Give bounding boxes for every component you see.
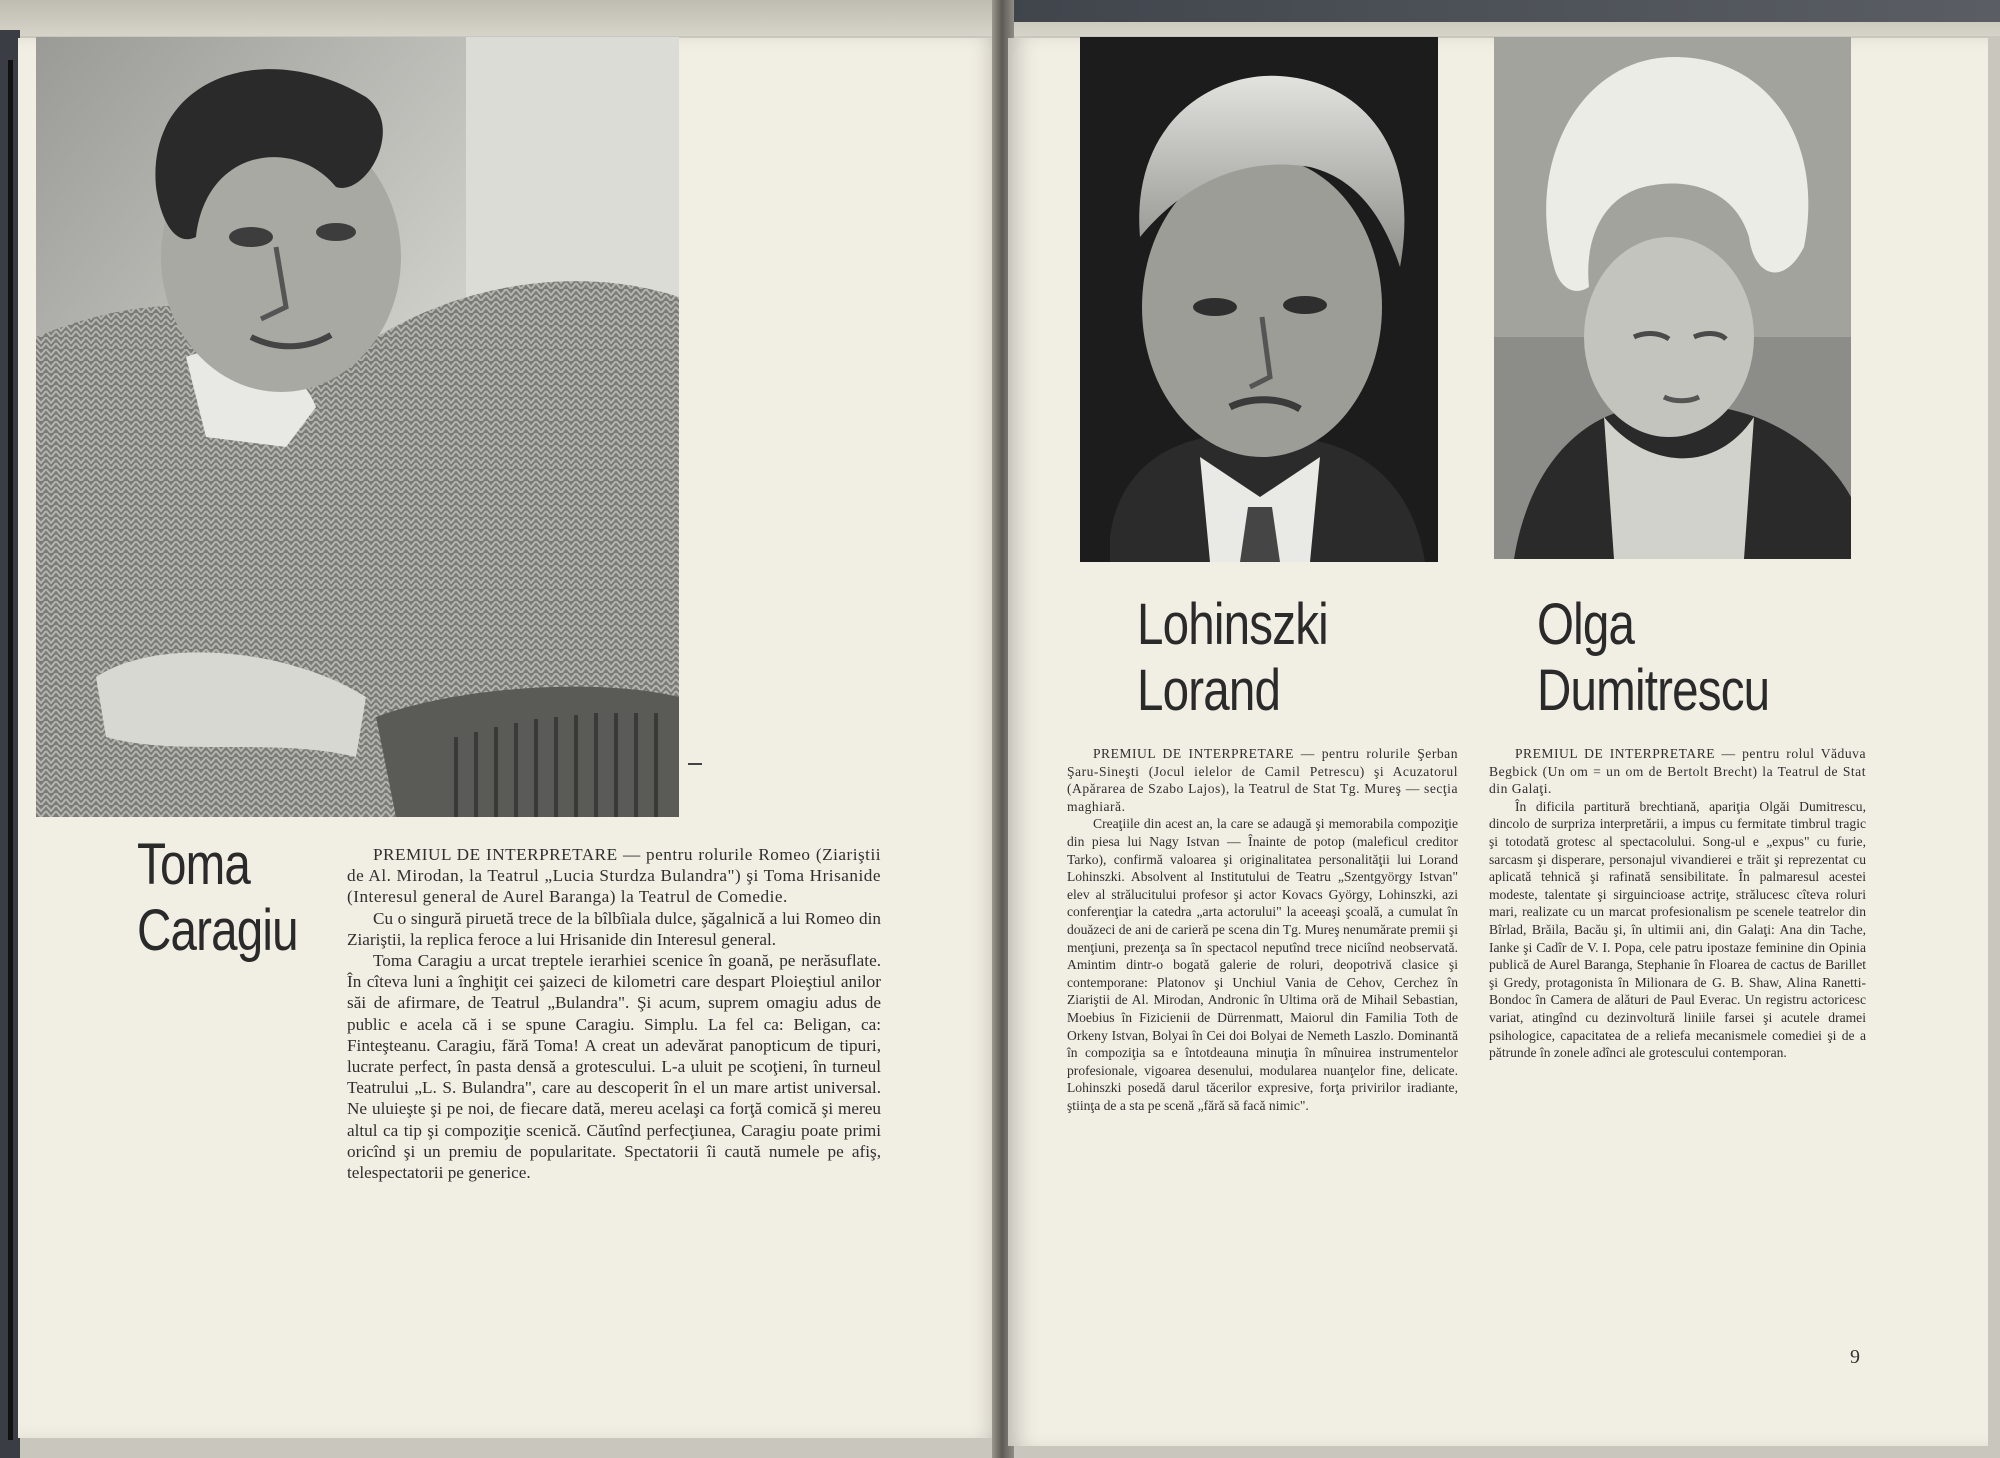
article-lohinszki-lorand bbox=[1067, 745, 1458, 1114]
name-lohinszki-lorand bbox=[1137, 592, 1328, 724]
name-line-last: Lorand bbox=[1137, 658, 1281, 724]
article-paragraph: Creaţiile din acest an, la care se adaugă şi memorabila compoziţie din piesa lui Nagy Istvan — Înainte de potop (maleficul creditor Tarko), confirmă valoarea şi originalitatea personalităţii lui Lorand Lohinszki. Absolvent al Institutului de Teatru „Szentgyörgy Istvan" elev al strălucitului profesor şi actor Kovacs György, Lohinszki, azi conferenţiar la catedra „arta actorului" la aceeaşi şcoală, a cumulat în douăzeci de ani de carieră pe scena din Tg. Mureş nenumărate premii şi menţiuni, prezenţa sa în spectacol neputînd trece niciînd neobservată. Amintim dintr-o bogată galerie de roluri, deopotrivă clasice şi contemporane: Platonov şi Unchiul Vania de Cehov, Cerchez în Ziariştii de Al. Mirodan, Andronic în Ultima oră de Mihail Sebastian, Moebius în Fizicienii de Dürrenmatt, Maiorul din Familia Toth de Orkeny Istvan, Bolyai în Cei doi Bolyai de Nemeth Laszlo. Dominantă în compoziţia sa e întotdeauna minuţia în mînuirea instrumentelor profesionale, vigoarea desenului, modularea nuanţelor fine, delicate. Lohinszki posedă darul tăcerilor expresive, forţa privirilor iradiante, ştiinţa de a sta pe scenă „fără să facă nimic". bbox=[1067, 816, 1458, 1113]
article-toma-caragiu bbox=[347, 844, 881, 1183]
photo-toma-caragiu bbox=[36, 37, 679, 817]
spine-shadow bbox=[8, 60, 13, 1440]
name-olga-dumitrescu bbox=[1537, 592, 1769, 724]
photo-olga-dumitrescu bbox=[1494, 37, 1851, 559]
name-line-first: Olga bbox=[1537, 592, 1635, 657]
page-number: 9 bbox=[1850, 1346, 1860, 1368]
name-line-last: Dumitrescu bbox=[1537, 658, 1770, 724]
name-line-first: Toma bbox=[137, 832, 251, 897]
award-paragraph: PREMIUL DE INTERPRETARE — pentru rolurile Romeo (Ziariştii de Al. Mirodan, la Teatrul „Lucia Sturdza Bulandra") şi Toma Hrisanide (Interesul general de Aurel Baranga) la Teatrul de Comedie. bbox=[347, 845, 881, 907]
award-paragraph: PREMIUL DE INTERPRETARE — pentru rolul Văduva Begbick (Un om = un om de Bertolt Brecht) la Teatrul de Stat din Galaţi. bbox=[1489, 746, 1866, 797]
photo-lohinszki-lorand bbox=[1080, 37, 1438, 562]
cover-top-bar bbox=[1008, 0, 2000, 22]
article-paragraph: În dificila partitură brechtiană, apariţia Olgăi Dumitrescu, dincolo de surpriza interpretării, a impus cu fermitate timbrul tragic şi totodată grotesc al spectacolului. Song-ul e „expus" cu furie, sarcasm şi disperare, personajul vivandierei e trăit şi reprezentat cu aplicată tehnică şi rafinată sensibilitate. În palmaresul acestei modeste, talentate şi sirguincioase actriţe, strălucesc cîteva roluri mari, realizate cu un marcat profesionalism pe scenele teatrelor din Bîrlad, Brăila, Bacău şi, în ultimii ani, din Galaţi: Ana din Tache, Ianke şi Cadîr de V. I. Popa, cele patru ipostaze feminine din Opinia publică de Aurel Baranga, Stephanie în Floarea de cactus de Barillet şi Gredy, protagonista în Milionara de G. B. Shaw, Alina Ranetti-Bondoc în Camera de alături de Paul Everac. Un registru actoricesc variat, atingînd cu dezinvoltură liniile farsei şi acutele dramei psihologice, capacitatea de a reliefa mecanismele comediei şi de a pătrunde în zonele adînci ale grotescului contemporan. bbox=[1489, 798, 1866, 1061]
name-line-first: Lohinszki bbox=[1137, 592, 1328, 657]
article-paragraph: Cu o singură piruetă trece de la bîlbîiala dulce, şăgalnică a lui Romeo din Ziariştii, la replica feroce a lui Hrisanide din Interesul general. bbox=[347, 908, 881, 949]
name-line-last: Caragiu bbox=[137, 898, 298, 964]
article-paragraph: Toma Caragiu a urcat treptele ierarhiei scenice în goană, pe nerăsuflate. În cîteva luni a înghiţit cei şaizeci de kilometri care despart Ploieştiul anilor săi de afirmare, de Teatrul „Bulandra". Şi acum, suprem omagiu adus de public e acela că i se spune Caragiu. Simplu. La fel ca: Beligan, ca: Finteşteanu. Caragiu, fără Toma! A creat un adevărat panopticum de tipuri, lucrate perfect, în pasta densă a grotescului. L-a uluit pe scoţieni, în turneul Teatrului „L. S. Bulandra", care au descoperit în el un mare artist universal. Ne uluieşte şi pe noi, de fiecare dată, mereu acelaşi ca forţă comică şi mereu altul ca tip şi compoziţie scenică. Căutînd perfecţiunea, Caragiu poate primi oricînd şi un premiu de popularitate. Spectatorii îi caută numele pe afiş, telespectatorii pe generice. bbox=[347, 951, 881, 1183]
award-paragraph: PREMIUL DE INTERPRETARE — pentru rolurile Şerban Şaru-Sineşti (Jocul ielelor de Camil Petrescu) şi Acuzatorul (Apărarea de Szabo Lajos), la Teatrul de Stat Tg. Mureş — secţia maghiară. bbox=[1067, 746, 1458, 814]
name-toma-caragiu bbox=[137, 832, 298, 964]
article-olga-dumitrescu bbox=[1489, 745, 1866, 1062]
margin-dash bbox=[688, 763, 702, 765]
